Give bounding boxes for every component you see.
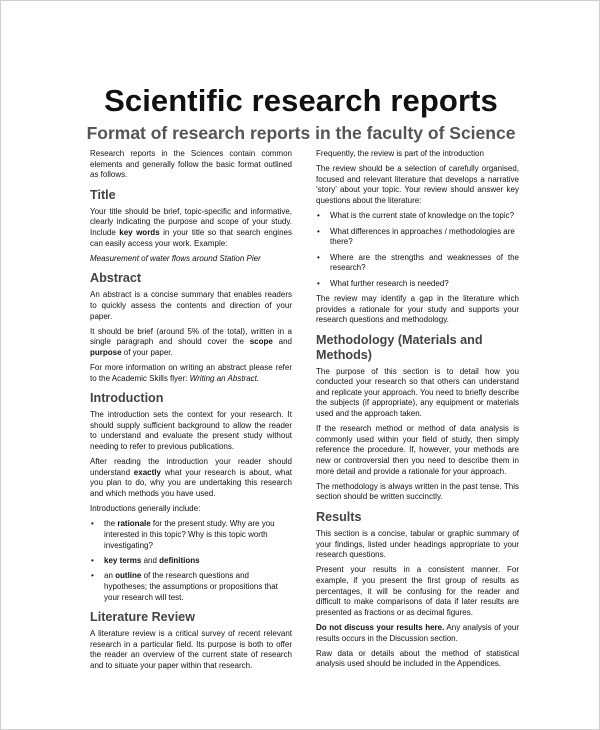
text-run: It should be brief (around 5% of the total), written in a single paragraph and should cover the — [90, 326, 292, 347]
abstract-paragraph-3 — [90, 363, 292, 384]
bullet-icon: • — [317, 226, 320, 236]
text-run: what your research is about, what you plan to do, why you are undertaking this research and which methods you have used. — [90, 467, 292, 499]
text-run: What differences in approaches / methodologies are there? — [330, 226, 515, 247]
introduction-list — [90, 519, 292, 603]
bold-run: outline — [115, 571, 142, 581]
list-item — [316, 211, 519, 222]
text-run: and — [141, 555, 160, 565]
intro-paragraph: Research reports in the Sciences contain common elements and generally follow the basic format outlined as follows. — [90, 149, 292, 180]
results-paragraph-4: Raw data or details about the method of statistical analysis used should be included in the Appendices. — [316, 648, 519, 669]
list-item — [316, 227, 519, 248]
text-run: of the research questions and hypotheses; the assumptions or propositions that your research will test. — [104, 571, 278, 602]
introduction-paragraph-3: Introductions generally include: — [90, 504, 201, 514]
introduction-heading: Introduction — [90, 391, 164, 406]
methodology-paragraph-3: The methodology is always written in the past tense. This section should be written succinctly. — [316, 481, 519, 502]
list-item — [90, 571, 292, 603]
title-heading: Title — [90, 187, 116, 202]
review-questions-list — [316, 211, 519, 289]
title-example — [90, 254, 292, 265]
bold-run: purpose — [90, 347, 122, 357]
text-run: in your title so that search engines can easily access your work. Example: — [90, 227, 292, 248]
methodology-paragraph-2: If the research method or method of data analysis is commonly used within your field of study, then simply reference the procedure. If, however, your methods are new or controversial then you need to describe them in more detail and provide a rationale for your approach. — [316, 424, 519, 476]
italic-run: Measurement of water flows around Station Pier — [90, 253, 261, 263]
text-run: an — [104, 571, 116, 581]
introduction-paragraph-1: The introduction sets the context for your research. It should supply sufficient background to allow the reader to understand and evaluate the present study without needing to refer to previous publications. — [90, 410, 292, 452]
text-run: for the present study. Why are you interested in this topic? Why is this topic worth investigating? — [104, 519, 275, 550]
results-paragraph-3 — [316, 623, 519, 644]
results-paragraph-1: This section is a concise, tabular or graphic summary of your findings, listed under headings appropriate to your research questions. — [316, 529, 519, 560]
italic-run: Writing an Abstract. — [189, 373, 260, 383]
methodology-paragraph-1: The purpose of this section is to detail how you conducted your research so that others can understand and replicate your approach. You need to briefly describe the subjects (if appropriate), any equipment or materials used and the approach taken. — [316, 366, 519, 419]
text-run: For more information on writing an abstract please refer to the Academic Skills flyer: — [90, 363, 292, 383]
document-title: Scientific research reports — [104, 83, 498, 118]
right-column — [316, 149, 519, 675]
review-paragraph-2: The review should be a selection of carefully organised, focused and relevant literature that develops a narrative ‘story’ about your topic. Your review should answer key questions about the literature: — [316, 164, 519, 205]
results-paragraph-2: Present your results in a consistent manner. For example, if you present the first group of results as percentages, it will be confusing for the reader and difficult to make comparisons of data if later results are presented as fractions or as decimal figures. — [316, 565, 519, 617]
abstract-heading: Abstract — [90, 271, 142, 286]
title-paragraph — [90, 207, 292, 249]
list-item — [90, 519, 292, 551]
bullet-icon: • — [317, 252, 320, 262]
list-item — [90, 556, 292, 567]
literature-review-heading: Literature Review — [90, 610, 195, 625]
bold-run: Do not discuss your results here. — [316, 622, 445, 632]
text-run: What further research is needed? — [330, 278, 449, 288]
text-run: Your title should be brief, topic-specific and informative, clearly indicating the purpose and scope of your study. Include — [90, 206, 292, 237]
bold-run: definitions — [159, 555, 200, 565]
text-run: After reading the introduction your reader should understand — [90, 457, 292, 477]
list-item — [316, 279, 519, 290]
results-heading: Results — [316, 510, 362, 524]
bullet-icon: • — [91, 555, 94, 565]
list-item — [316, 253, 519, 274]
bold-run: exactly — [133, 467, 161, 477]
text-run: and — [272, 337, 292, 347]
abstract-paragraph-2 — [90, 327, 292, 359]
bold-run: key words — [119, 227, 160, 237]
bullet-icon: • — [91, 571, 94, 581]
abstract-paragraph-1: An abstract is a concise summary that enables readers to quickly assess the contents and direction of your paper. — [90, 290, 292, 321]
text-run: What is the current state of knowledge on the topic? — [330, 211, 515, 221]
literature-review-paragraph: A literature review is a critical survey of recent relevant research in a particular field. Its purpose is both to offer the reader an overview of the current state of research and to situate your paper within that research. — [90, 629, 292, 670]
text-run: Where are the strengths and weaknesses of the research? — [330, 252, 519, 273]
review-paragraph-1: Frequently, the review is part of the introduction — [316, 149, 484, 158]
bullet-icon: • — [317, 211, 320, 221]
text-run: Any analysis of your results occurs in the Discussion section. — [316, 622, 519, 643]
methodology-heading: Methodology (Materials and Methods) — [316, 332, 483, 362]
introduction-paragraph-2 — [90, 457, 292, 499]
document-subtitle: Format of research reports in the faculty of Science — [86, 123, 516, 143]
bullet-icon: • — [91, 519, 94, 529]
text-run: the — [104, 519, 118, 529]
bold-run: key terms — [104, 555, 142, 565]
left-column — [90, 149, 292, 676]
text-run: of your paper. — [121, 347, 173, 357]
bullet-icon: • — [317, 278, 320, 288]
bold-run: rationale — [117, 519, 151, 529]
review-paragraph-3: The review may identify a gap in the literature which provides a rationale for your study and supports your research questions and methodology. — [316, 293, 519, 325]
bold-run: scope — [249, 337, 273, 347]
